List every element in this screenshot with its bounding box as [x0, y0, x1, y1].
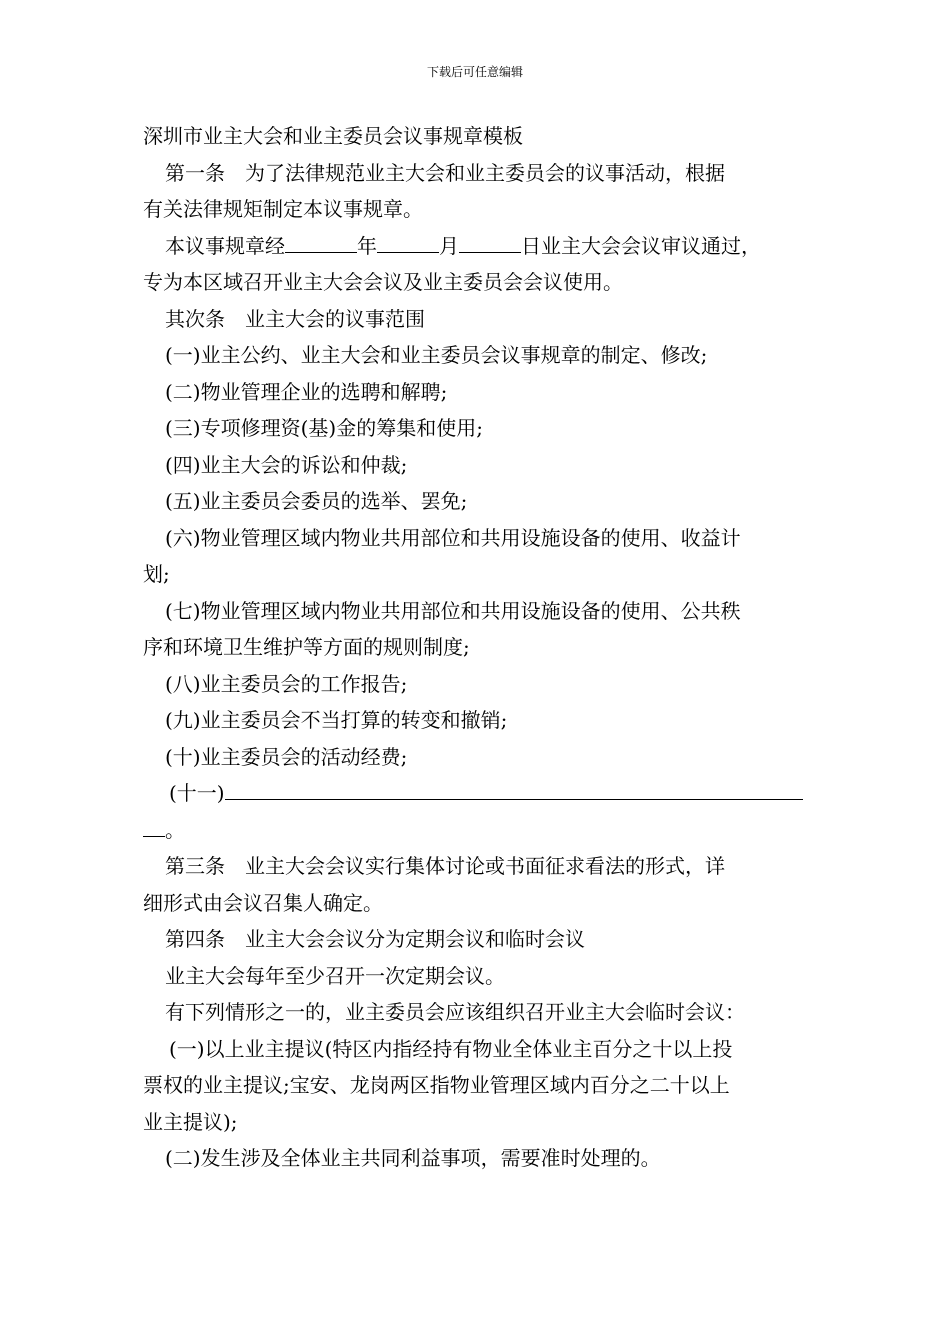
- article-2-item-6-line-2: 划;: [143, 562, 170, 586]
- adoption-prefix: 本议事规章经: [165, 233, 285, 258]
- article-4-condition-1-line-2: 票权的业主提议;宝安、龙岗两区指物业管理区域内百分之二十以上: [143, 1073, 730, 1097]
- adoption-year-label: 年: [357, 233, 377, 258]
- article-2-item-7-line-2: 序和环境卫生维护等方面的规则制度;: [143, 635, 470, 659]
- adoption-month-label: 月: [439, 233, 459, 258]
- article-3-line-1: 第三条 业主大会会议实行集体讨论或书面征求看法的形式，详: [165, 854, 725, 878]
- article-3-line-2: 细形式由会议召集人确定。: [143, 890, 383, 915]
- item-11-blank-end: [143, 816, 165, 837]
- article-4-condition-1-line-1: (一)以上业主提议(特区内指经持有物业全体业主百分之十以上投: [169, 1036, 733, 1061]
- article-2-item-1: (一)业主公约、业主大会和业主委员会议事规章的制定、修改;: [165, 343, 708, 367]
- article-2-item-11-line-1: [143, 775, 815, 812]
- article-2-item-6-line-1: (六)物业管理区域内物业共用部位和共用设施设备的使用、收益计: [165, 525, 741, 550]
- article-2-item-2: (二)物业管理企业的选聘和解聘;: [165, 379, 448, 404]
- article-4-paragraph-1: 业主大会每年至少召开一次定期会议。: [165, 963, 505, 988]
- article-2-heading: 其次条 业主大会的议事范围: [165, 306, 425, 331]
- item-11-blank: [225, 779, 803, 800]
- article-1-line-2: 有关法律规矩制定本议事规章。: [143, 197, 423, 221]
- adoption-line-1: [143, 228, 815, 265]
- document-title: 深圳市业主大会和业主委员会议事规章模板: [143, 124, 523, 148]
- month-blank: [377, 232, 439, 253]
- header-note: 下载后可任意编辑: [426, 65, 523, 79]
- adoption-line-2: 专为本区域召开业主大会会议及业主委员会会议使用。: [143, 270, 623, 294]
- item-11-end: 。: [165, 817, 185, 842]
- item-11-label: (十一): [169, 781, 225, 805]
- adoption-suffix: 日业主大会会议审议通过，: [521, 233, 761, 258]
- article-2-item-8: (八)业主委员会的工作报告;: [165, 671, 408, 696]
- article-4-paragraph-2: 有下列情形之一的，业主委员会应该组织召开业主大会临时会议：: [165, 1000, 745, 1024]
- article-4-condition-1-line-3: 业主提议);: [143, 1109, 238, 1134]
- article-4-heading: 第四条 业主大会会议分为定期会议和临时会议: [165, 927, 585, 951]
- article-2-item-3: (三)专项修理资(基)金的筹集和使用;: [165, 416, 483, 440]
- article-2-item-9: (九)业主委员会不当打算的转变和撤销;: [165, 708, 508, 732]
- article-1-line-1: 第一条 为了法律规范业主大会和业主委员会的议事活动，根据: [165, 160, 725, 185]
- article-2-item-7-line-1: (七)物业管理区域内物业共用部位和共用设施设备的使用、公共秩: [165, 598, 741, 623]
- document-body: [143, 118, 815, 1177]
- article-2-item-11-line-2: [143, 812, 815, 849]
- year-blank: [285, 232, 357, 253]
- day-blank: [459, 232, 521, 253]
- article-2-item-5: (五)业主委员会委员的选举、罢免;: [165, 489, 468, 513]
- article-4-condition-2: (二)发生涉及全体业主共同利益事项，需要准时处理的。: [165, 1146, 661, 1170]
- article-2-item-10: (十)业主委员会的活动经费;: [165, 744, 408, 769]
- article-2-item-4: (四)业主大会的诉讼和仲裁;: [165, 452, 408, 477]
